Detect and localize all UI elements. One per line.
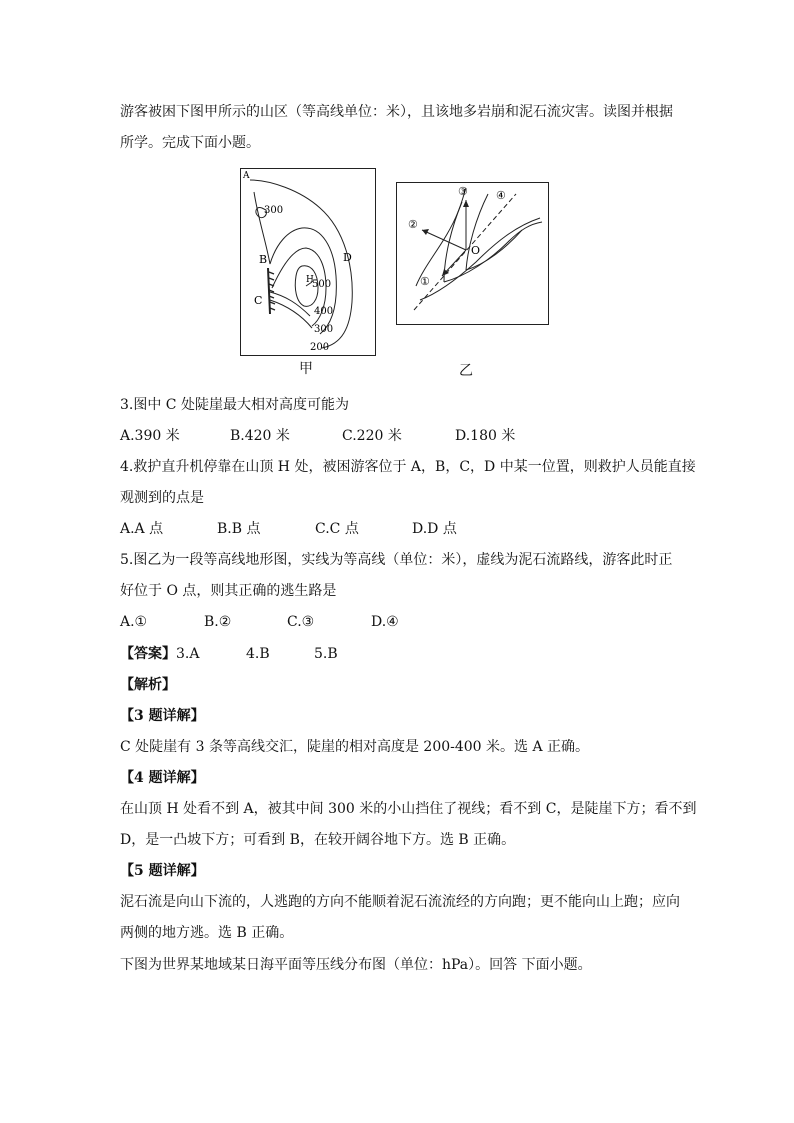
contour-label-400: 400: [314, 306, 334, 317]
detail-4-line-1: 在山顶 H 处看不到 A，被其中间 300 米的小山挡住了视线；看不到 C，是陡崖下方；看不到: [120, 801, 697, 817]
label-D: D: [343, 251, 352, 264]
q5-option-a: A.①: [120, 614, 148, 630]
route-label-1: ①: [420, 275, 430, 288]
detail-3-heading: 【3 题详解】: [120, 708, 205, 724]
point-label-O: O: [471, 244, 481, 257]
figure-yi-map: [396, 182, 550, 326]
q5-option-b: B.②: [204, 614, 232, 630]
figure-jia: [240, 168, 376, 358]
route-label-4: ④: [496, 189, 506, 202]
figure-jia-caption: 甲: [299, 361, 313, 377]
label-B: B: [259, 253, 268, 266]
detail-3-text: C 处陡崖有 3 条等高线交汇，陡崖的相对高度是 200-400 米。选 A 正确。: [120, 739, 590, 755]
figure-jia-map: [240, 168, 376, 358]
q5-stem-line-1: 5.图乙为一段等高线地形图，实线为等高线（单位：米），虚线为泥石流路线，游客此时正: [120, 552, 673, 568]
route-label-3: ③: [458, 185, 468, 198]
contour-label-500: 500: [312, 279, 332, 290]
answer-item-5: 5.B: [314, 646, 338, 662]
label-A: A: [243, 171, 250, 181]
analysis-label: 【解析】: [120, 677, 176, 693]
contour-label-200: 200: [310, 342, 330, 353]
q5-stem-line-2: 好位于 O 点，则其正确的逃生路是: [120, 583, 337, 599]
q3-option-a: A.390 米: [120, 428, 180, 444]
q4-option-a: A.A 点: [120, 521, 164, 537]
q3-option-c: C.220 米: [342, 428, 402, 444]
contour-label-300-hill: 300: [264, 205, 284, 216]
label-H: H: [306, 275, 314, 285]
q4-option-d: D.D 点: [412, 521, 457, 537]
q3-option-d: D.180 米: [455, 428, 516, 444]
detail-5-line-1: 泥石流是向山下流的，人逃跑的方向不能顺着泥石流流经的方向跑；更不能向山上跑；应向: [120, 894, 680, 910]
q4-option-c: C.C 点: [315, 521, 359, 537]
detail-4-heading: 【4 题详解】: [120, 770, 205, 786]
label-C: C: [254, 294, 263, 307]
detail-5-line-2: 两侧的地方逃。选 B 正确。: [120, 925, 294, 941]
answer-item-4: 4.B: [246, 646, 270, 662]
answer-item-3: 3.A: [176, 646, 200, 662]
contour-label-300: 300: [314, 324, 334, 335]
q5-option-c: C.③: [287, 614, 315, 630]
q4-stem-line-1: 4.救护直升机停靠在山顶 H 处，被困游客位于 A，B，C，D 中某一位置，则救护人员能直接: [120, 459, 696, 475]
intro-line-1: 游客被困下图甲所示的山区（等高线单位：米），且该地多岩崩和泥石流灾害。读图并根据: [120, 104, 673, 120]
q4-option-b: B.B 点: [217, 521, 261, 537]
route-label-2: ②: [408, 218, 418, 231]
detail-4-line-2: D，是一凸坡下方；可看到 B，在较开阔谷地下方。选 B 正确。: [120, 832, 516, 848]
q3-stem: 3.图中 C 处陡崖最大相对高度可能为: [120, 397, 349, 413]
q3-option-b: B.420 米: [230, 428, 290, 444]
q5-option-d: D.④: [371, 614, 399, 630]
next-intro: 下图为世界某地域某日海平面等压线分布图（单位：hPa）。回答 下面小题。: [120, 957, 592, 973]
q4-stem-line-2: 观测到的点是: [120, 490, 204, 506]
figure-yi-caption: 乙: [459, 363, 473, 379]
figure-yi: [396, 182, 550, 326]
detail-5-heading: 【5 题详解】: [120, 863, 205, 879]
intro-line-2: 所学。完成下面小题。: [120, 135, 260, 151]
answer-label: 【答案】: [120, 646, 176, 662]
